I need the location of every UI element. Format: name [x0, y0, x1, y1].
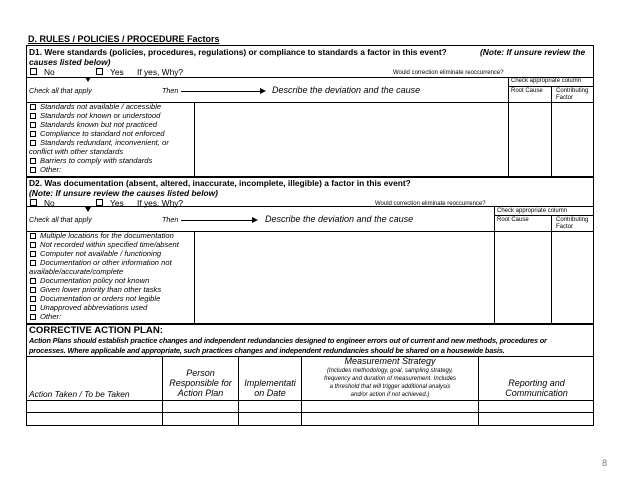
- d2-item-1[interactable]: [30, 241, 179, 249]
- d1-item-5[interactable]: [30, 157, 152, 165]
- d1-item-label: Compliance to standard not enforced: [40, 129, 165, 138]
- d1-item-checkbox[interactable]: [30, 140, 36, 146]
- d2-then: Then: [162, 215, 179, 224]
- d1-check-col: Check appropriate column: [511, 78, 582, 84]
- d2-item-label: Documentation policy not known: [40, 276, 150, 285]
- d2-item-label: Computer not available / functioning: [40, 249, 162, 258]
- d1-note-cont: causes listed below): [29, 57, 111, 67]
- cap-col-person-3: Action Plan: [177, 388, 224, 398]
- d1-item-checkbox[interactable]: [30, 167, 36, 173]
- d2-item-label: Unapproved abbreviations used: [40, 303, 148, 312]
- d2-item-checkbox[interactable]: [30, 278, 36, 284]
- cap-title: CORRECTIVE ACTION PLAN:: [29, 325, 163, 336]
- d2-no-checkbox[interactable]: [30, 199, 37, 206]
- d1-item-3[interactable]: [30, 130, 165, 138]
- d2-yes-checkbox[interactable]: [96, 199, 103, 206]
- d1-item-cont: conflict with other standards: [29, 147, 124, 156]
- d1-item-checkbox[interactable]: [30, 158, 36, 164]
- cap-col-reporting-2: Communication: [505, 388, 568, 398]
- d2-would-correction: Would correction eliminate reoccurrence?: [375, 201, 486, 207]
- d2-down-arrow-icon: [85, 207, 91, 212]
- d1-arrow-icon: [260, 88, 266, 94]
- d2-contributing: Contributing: [556, 217, 589, 223]
- d1-describe: Describe the deviation and the cause: [272, 85, 421, 95]
- d2-item-4[interactable]: [30, 277, 149, 285]
- section-title: D. RULES / POLICIES / PROCEDURE Factors: [28, 34, 220, 44]
- d2-item-checkbox[interactable]: [30, 233, 36, 239]
- cap-col-action: Action Taken / To be Taken: [29, 389, 130, 399]
- d2-item-3[interactable]: [30, 259, 172, 267]
- d2-yes-label: Yes: [110, 198, 124, 208]
- d2-note: (Note: If unsure review the causes listed below): [29, 188, 218, 198]
- d1-item-checkbox[interactable]: [30, 104, 36, 110]
- cap-col-measurement-desc-2: frequency and duration of measurement. Includes: [323, 376, 457, 382]
- d2-no-label: No: [44, 198, 55, 208]
- d2-item-checkbox[interactable]: [30, 287, 36, 293]
- d2-item-5[interactable]: [30, 286, 161, 294]
- d1-contributing: Contributing: [556, 88, 589, 94]
- d2-root-cause: Root Cause: [497, 217, 529, 223]
- cap-col-person-1: Person: [186, 368, 215, 378]
- d1-factor: Factor: [556, 95, 574, 101]
- d1-item-checkbox[interactable]: [30, 113, 36, 119]
- d2-item-label: Given lower priority than other tasks: [40, 285, 162, 294]
- d1-check-all: Check all that apply: [29, 86, 92, 95]
- d1-if-yes: If yes, Why?: [137, 67, 184, 77]
- cap-desc-line1: Action Plans should establish practice changes and independent redundancies designed to engineer errors out of current and new methods, procedures or: [29, 336, 547, 345]
- d2-item-checkbox[interactable]: [30, 305, 36, 311]
- cap-col-measurement-desc-4: and/or action if not achieved.): [350, 392, 430, 398]
- d2-factor: Factor: [556, 224, 574, 230]
- d2-item-label: Multiple locations for the documentation: [40, 231, 174, 240]
- d1-item-6[interactable]: [30, 166, 61, 174]
- d1-yes-label: Yes: [110, 67, 124, 77]
- d1-root-cause: Root Cause: [511, 88, 543, 94]
- d2-arrow-icon: [252, 217, 258, 223]
- d1-item-1[interactable]: [30, 112, 160, 120]
- d2-check-all: Check all that apply: [29, 215, 92, 224]
- cap-col-measurement-desc-1: (Includes methodology, goal, sampling strategy,: [326, 368, 454, 374]
- d1-item-2[interactable]: [30, 121, 157, 129]
- cap-col-measurement-title: Measurement Strategy: [344, 356, 436, 366]
- d2-question: D2. Was documentation (absent, altered, inaccurate, incomplete, illegible) a factor in this event?: [29, 178, 411, 188]
- d2-item-checkbox[interactable]: [30, 242, 36, 248]
- d2-item-label: Other:: [40, 312, 62, 321]
- d1-item-label: Barriers to comply with standards: [40, 156, 153, 165]
- d2-item-label: Documentation or other information not: [40, 258, 172, 267]
- d1-item-checkbox[interactable]: [30, 122, 36, 128]
- d2-item-8[interactable]: [30, 313, 61, 321]
- d2-item-6[interactable]: [30, 295, 160, 303]
- d2-item-0[interactable]: [30, 232, 174, 240]
- d2-item-label: Not recorded within specified time/absent: [40, 240, 179, 249]
- d1-no-checkbox[interactable]: [30, 68, 37, 75]
- d1-then: Then: [162, 86, 179, 95]
- d2-item-checkbox[interactable]: [30, 251, 36, 257]
- d1-item-label: Standards not available / accessible: [40, 102, 162, 111]
- d1-note: (Note: If unsure review the: [480, 47, 586, 57]
- cap-desc-line2: processes. Where applicable and appropriate, such practices changes and independent redundancies should be shared on a housewide basis.: [29, 346, 505, 355]
- d2-item-checkbox[interactable]: [30, 296, 36, 302]
- d2-item-7[interactable]: [30, 304, 147, 312]
- d2-check-col: Check appropriate column: [497, 208, 568, 214]
- d2-item-cont: available/accurate/complete: [29, 267, 124, 276]
- d1-item-checkbox[interactable]: [30, 131, 36, 137]
- d2-item-2[interactable]: [30, 250, 161, 258]
- page-number: 8: [602, 458, 608, 468]
- d2-item-label: Documentation or orders not legible: [40, 294, 161, 303]
- d1-yes-checkbox[interactable]: [96, 68, 103, 75]
- cap-col-reporting-1: Reporting and: [508, 378, 565, 388]
- d2-item-checkbox[interactable]: [30, 260, 36, 266]
- d1-item-4[interactable]: [30, 139, 169, 147]
- d1-question: D1. Were standards (policies, procedures, regulations) or compliance to standards a factor in this event?: [29, 47, 447, 57]
- d1-item-label: Standards not known or understood: [40, 111, 161, 120]
- cap-col-measurement-desc-3: a threshold that will trigger additional analysis: [329, 384, 451, 390]
- cap-col-impl-1: Implementati: [244, 378, 296, 388]
- d2-item-checkbox[interactable]: [30, 314, 36, 320]
- cap-col-impl-2: on Date: [254, 388, 286, 398]
- d1-no-label: No: [44, 67, 55, 77]
- cap-col-person-2: Responsible for: [169, 378, 232, 388]
- d1-would-correction: Would correction eliminate reoccurrence?: [393, 70, 504, 76]
- d1-item-label: Standards known but not practiced: [40, 120, 157, 129]
- d1-item-label: Other:: [40, 165, 62, 174]
- d1-item-label: Standards redundant, inconvenient, or: [40, 138, 169, 147]
- d2-describe: Describe the deviation and the cause: [265, 214, 414, 224]
- d1-item-0[interactable]: [30, 103, 161, 111]
- d2-if-yes: If yes, Why?: [137, 198, 184, 208]
